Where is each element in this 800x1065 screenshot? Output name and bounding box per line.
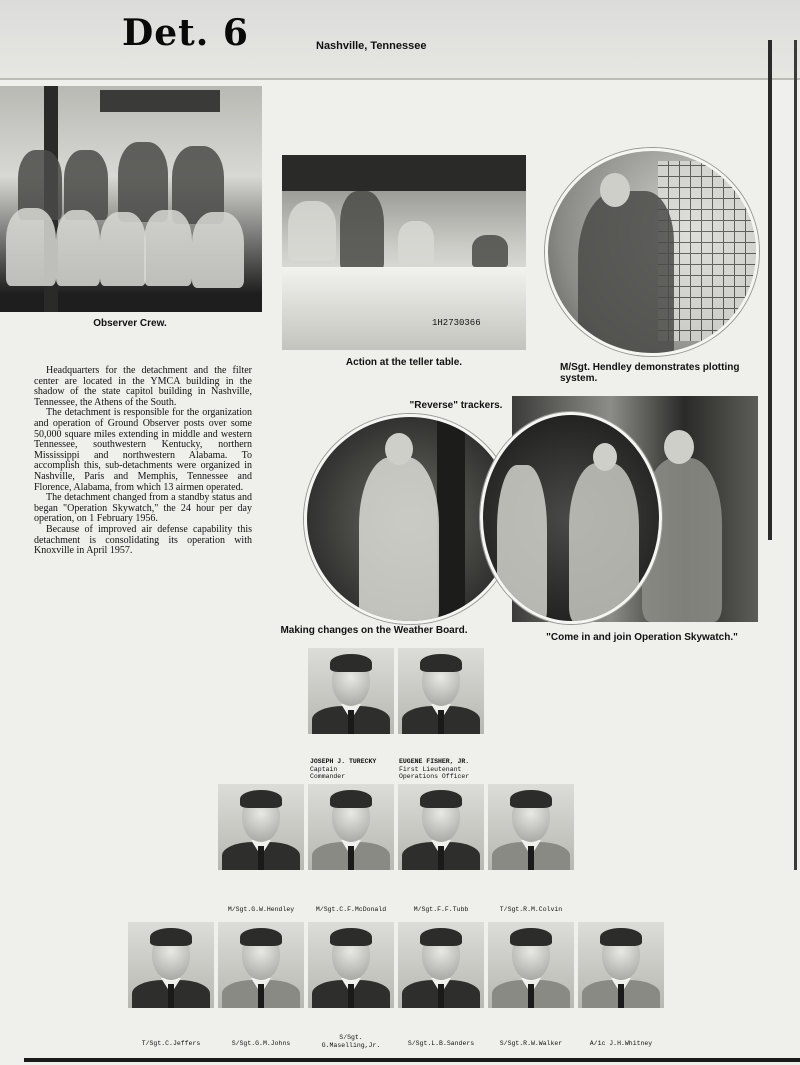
officer-rank: First Lieutenant [399,765,462,773]
portrait-jeffers [128,922,214,1008]
officer-label [310,758,400,781]
portrait-hendley [218,784,304,870]
body-text [34,366,252,557]
plotting-photo [545,148,759,356]
portrait-name: T/Sgt.C.Jeffers [141,1040,201,1047]
portrait-walker [488,922,574,1008]
portrait-name: A/1c J.H.Whitney [589,1040,653,1047]
officer-rank: Captain [310,765,338,773]
portrait-johns [218,922,304,1008]
portrait-sanders [398,922,484,1008]
plotting-caption: M/Sgt. Hendley demonstrates plotting system. [560,362,740,384]
reverse-trackers-photo [480,412,662,624]
location-label: Nashville, Tennessee [316,40,427,52]
officer-role: Commander [310,773,346,780]
observer-crew-photo [0,86,262,312]
margin-rule-outer [794,40,797,870]
portrait-name: S/Sgt.G.M.Johns [231,1040,291,1047]
body-paragraph: Because of improved air defense capability this detachment is consolidating its operation with Knoxville in April 1957. [34,523,252,557]
reverse-trackers-caption: "Reverse" trackers. [409,400,503,411]
body-paragraph: Headquarters for the detachment and the filter center are located in the YMCA building in the shadow of the state capitol building in Nashville, Tennessee, the Athens of the South. [34,365,252,408]
portrait-name-line: S/Sgt. [339,1034,363,1041]
portrait-name-line: G.Maselling,Jr. [321,1041,381,1049]
portrait-tubb [398,784,484,870]
portrait-name: M/Sgt.C.F.McDonald [315,906,387,913]
portrait-name: S/Sgt.R.W.Walker [499,1040,563,1047]
body-paragraph: The detachment changed from a standby status and began "Operation Skywatch," the 24 hour per day operation, on 1 February 1956. [34,492,252,525]
observer-crew-caption: Observer Crew. [93,318,167,329]
margin-rule [768,40,772,540]
portrait-colvin [488,784,574,870]
portrait-name: M/Sgt.G.W.Hendley [227,906,295,913]
join-caption: "Come in and join Operation Skywatch." [546,632,738,643]
portrait-name: M/Sgt.F.F.Tubb [413,906,469,913]
portrait-mcdonald [308,784,394,870]
officer-role: Operations Officer [399,773,470,780]
portrait-turecky [308,648,394,734]
portrait-whitney [578,922,664,1008]
bottom-rule [24,1058,800,1062]
officer-label [399,758,489,781]
teller-table-photo [282,155,526,350]
body-paragraph: The detachment is responsible for the organization and operation of Ground Observer posts over some 50,000 square miles extending in middle and western Tennessee, southwestern Kentucky, northern Mississippi and northwestern Alabama. To accomplish this, sub-detachments were organized in Nashville, Paris and Memphis, Tennessee and Florence, Alabama, from which 13 airmen operated. [34,407,252,493]
weather-board-caption: Making changes on the Weather Board. [280,625,468,636]
portrait-name: S/Sgt.L.B.Sanders [407,1040,475,1047]
teller-table-caption: Action at the teller table. [345,357,463,368]
officer-name: JOSEPH J. TURECKY [310,758,377,765]
portrait-fisher [398,648,484,734]
portrait-name: T/Sgt.R.M.Colvin [499,906,563,913]
portrait-name [306,1034,396,1049]
teller-board-number: 1H2730366 [432,318,481,328]
page-title: Det. 6 [122,12,249,54]
officer-name: EUGENE FISHER, JR. [399,758,470,765]
portrait-maselling [308,922,394,1008]
